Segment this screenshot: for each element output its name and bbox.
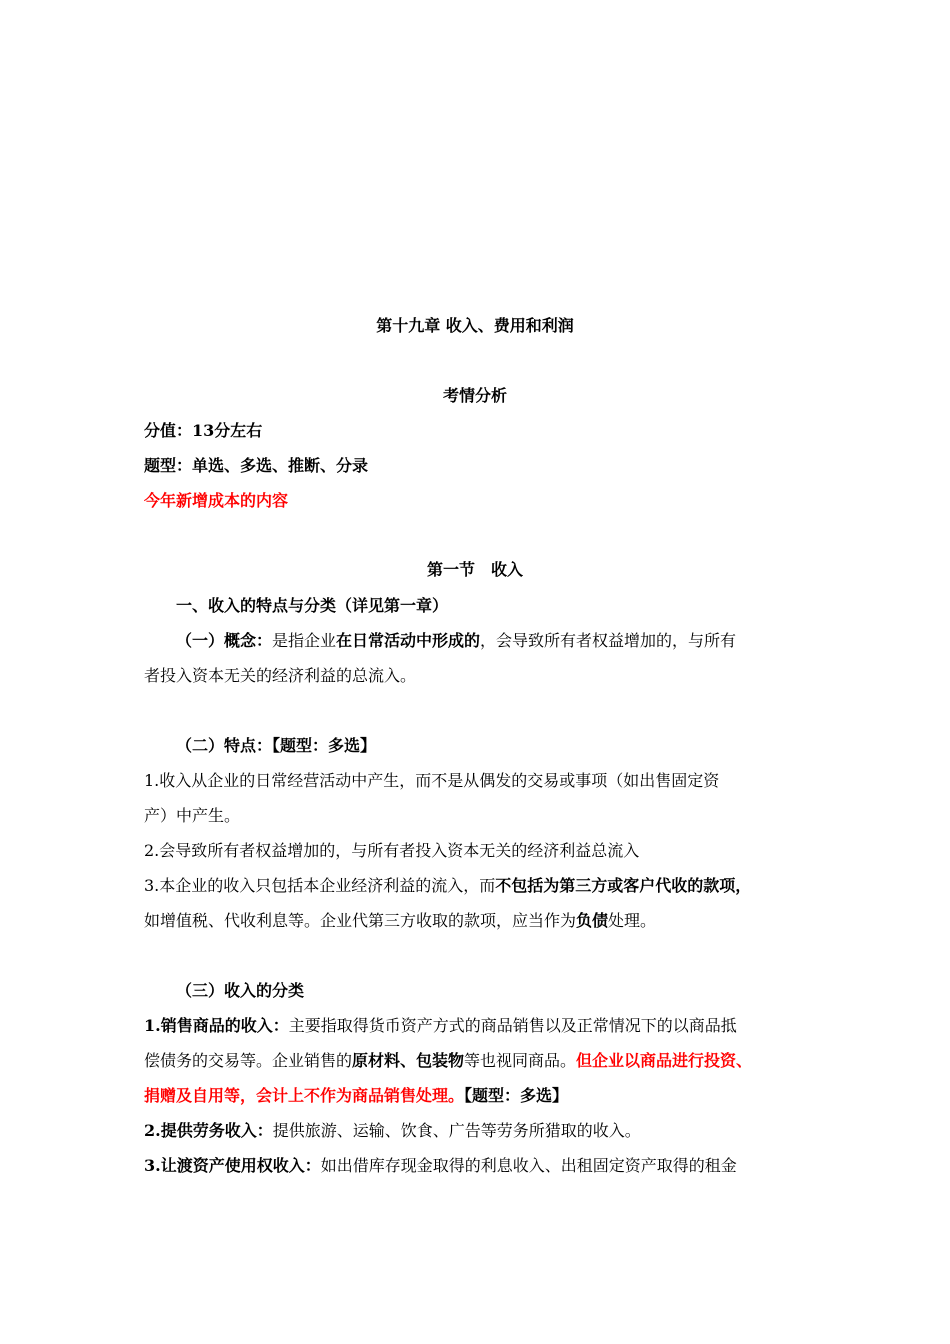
class-3-text: 如出借库存现金取得的利息收入、出租固定资产取得的租金 xyxy=(320,1156,737,1175)
features-tag: 【题型：多选】 xyxy=(272,736,377,755)
part1-heading: 一、收入的特点与分类（详见第一章） xyxy=(176,596,449,615)
feature-2: 2.会导致所有者权益增加的，与所有者投入资本无关的经济利益总流入 xyxy=(144,841,640,860)
chapter-title: 第十九章 收入、费用和利润 xyxy=(376,316,574,335)
feature-1-line-2: 产）中产生。 xyxy=(144,806,241,825)
class-1-line-2 xyxy=(144,1049,824,1073)
classification-heading: （三）收入的分类 xyxy=(176,981,305,1000)
class-1-line3-tag: 【题型：多选】 xyxy=(464,1086,569,1105)
features-heading xyxy=(176,734,856,758)
feature-1-line-1: 1.收入从企业的日常经营活动中产生，而不是从偶发的交易或事项（如出售固定资 xyxy=(144,771,720,790)
feature-3-line-1 xyxy=(144,874,824,898)
class-3-label: 3.让渡资产使用权收入： xyxy=(144,1156,321,1175)
new-content-line: 今年新增成本的内容 xyxy=(144,491,289,510)
class-2 xyxy=(144,1119,824,1143)
class-1-line2-text-a: 偿债务的交易等。企业销售的 xyxy=(144,1051,353,1070)
feature-3-line2-emphasis: 负债 xyxy=(576,911,609,930)
class-1-line-1 xyxy=(144,1014,824,1038)
class-1-line2-emphasis: 原材料、包装物 xyxy=(352,1051,465,1070)
class-1-line2-text-b: 等也视同商品。 xyxy=(464,1051,577,1070)
feature-3-emphasis: 不包括为第三方或客户代收的款项 xyxy=(495,876,736,895)
concept-line-1 xyxy=(176,629,856,653)
class-2-label: 2.提供劳务收入： xyxy=(144,1121,273,1140)
class-1-line-3 xyxy=(144,1084,824,1108)
concept-emphasis: 在日常活动中形成的 xyxy=(336,631,481,650)
concept-label: （一）概念： xyxy=(176,631,273,650)
class-1-line3-red: 捐赠及自用等，会计上不作为商品销售处理。 xyxy=(144,1086,465,1105)
features-label: （二）特点： xyxy=(176,736,273,755)
concept-text-a: 是指企业 xyxy=(272,631,337,650)
concept-line-2: 者投入资本无关的经济利益的总流入。 xyxy=(144,666,417,685)
score-line: 分值：13分左右 xyxy=(144,421,263,440)
class-2-text: 提供旅游、运输、饮食、广告等劳务所猎取的收入。 xyxy=(272,1121,641,1140)
feature-3-text-a: 3.本企业的收入只包括本企业经济利益的流入，而 xyxy=(144,876,496,895)
class-1-text: 主要指取得货币资产方式的商品销售以及正常情况下的以商品抵 xyxy=(288,1016,737,1035)
analysis-heading: 考情分析 xyxy=(442,386,507,405)
class-1-line2-red: 但企业以商品进行投资、 xyxy=(576,1051,753,1070)
feature-3-end: ， xyxy=(735,876,752,895)
question-types-line: 题型：单选、多选、推断、分录 xyxy=(144,456,369,475)
feature-3-line2-text-a: 如增值税、代收利息等。企业代第三方收取的款项，应当作为 xyxy=(144,911,577,930)
section-title: 第一节 收入 xyxy=(426,560,523,579)
feature-3-line2-text-b: 处理。 xyxy=(608,911,657,930)
concept-text-b: ，会导致所有者权益增加的，与所有 xyxy=(480,631,737,650)
class-3 xyxy=(144,1154,824,1178)
feature-3-line-2 xyxy=(144,909,824,933)
class-1-label: 1.销售商品的收入： xyxy=(144,1016,289,1035)
